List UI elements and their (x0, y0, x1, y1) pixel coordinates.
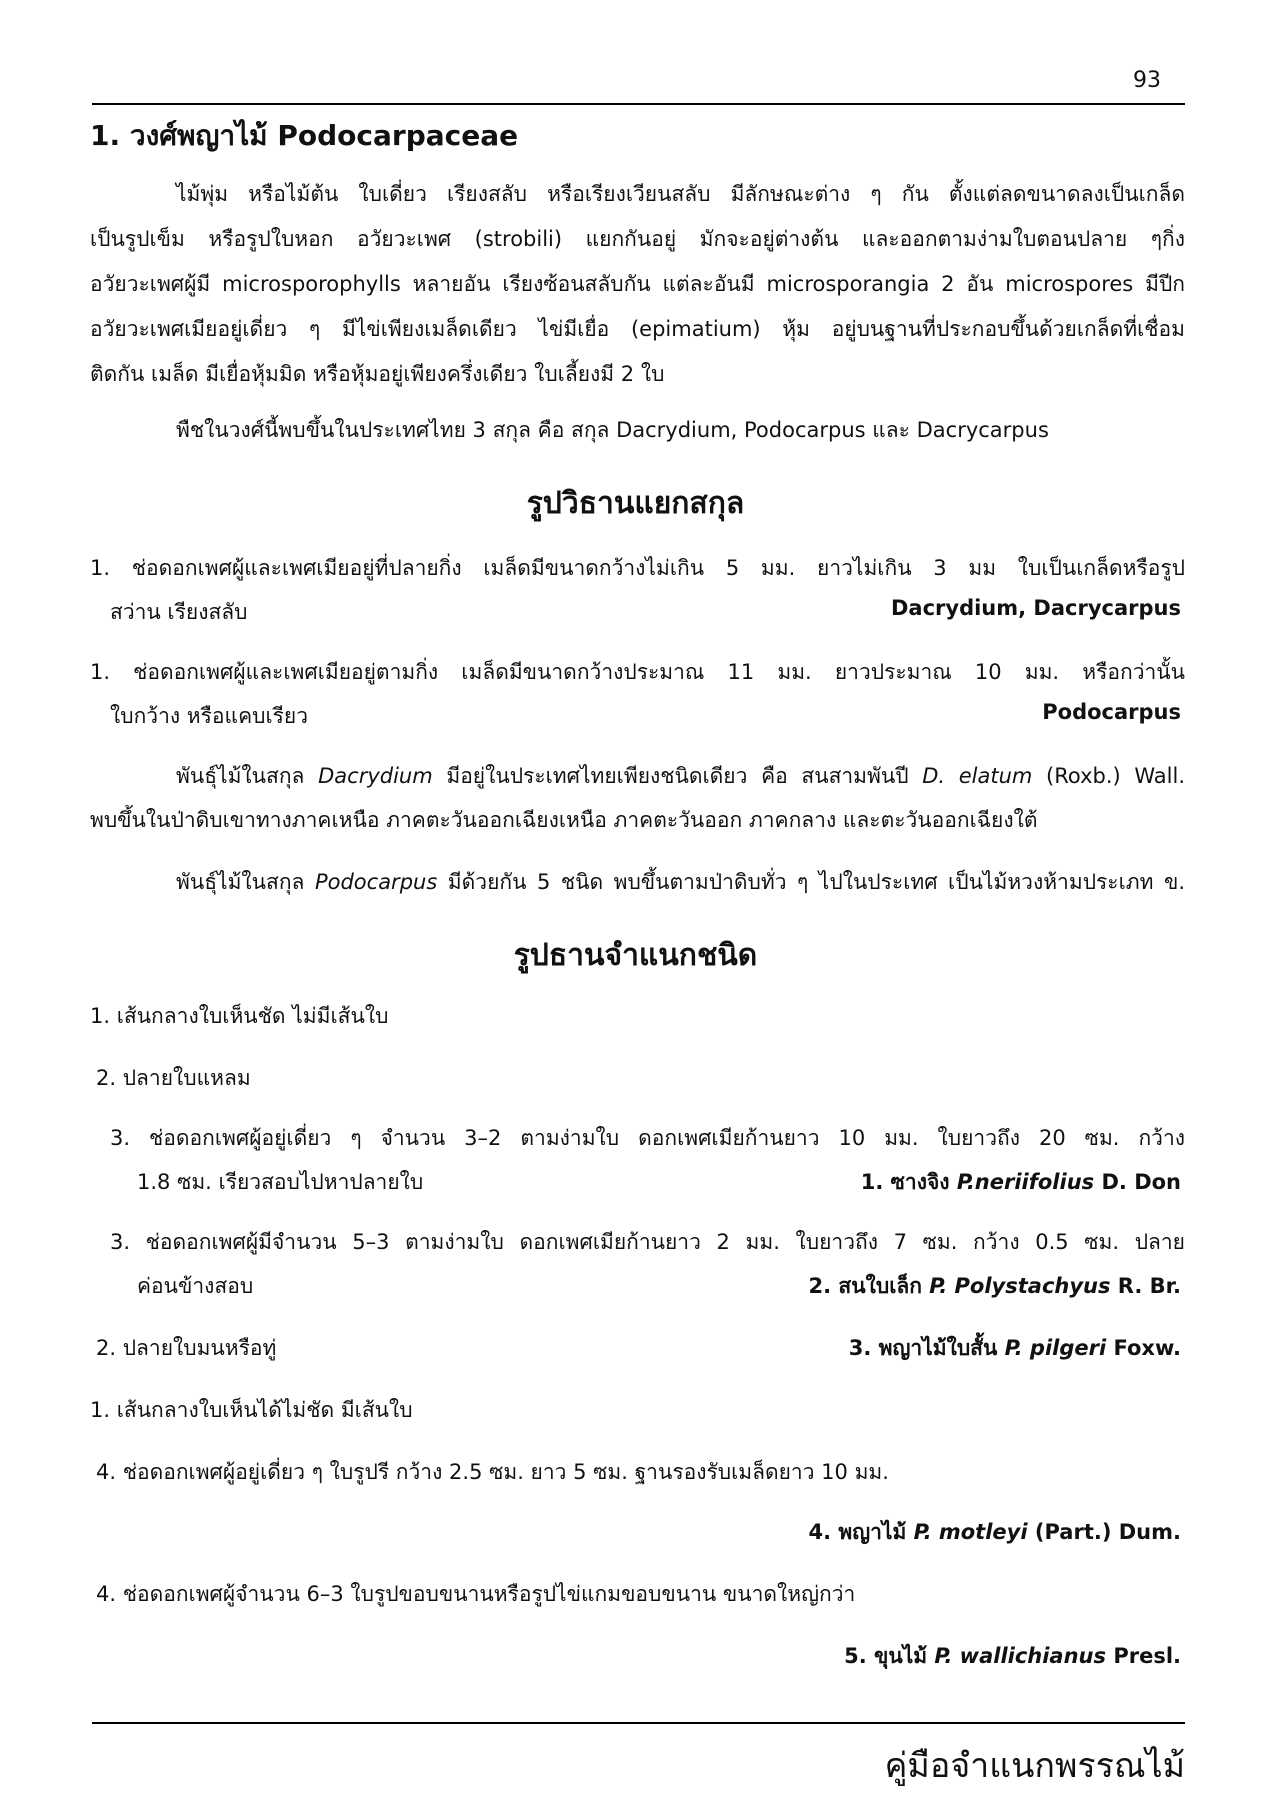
podocarpus-note-text-1: พันธุ์ไม้ในสกุล (176, 870, 315, 894)
podocarpus-note-text-2: มีด้วยกัน 5 ชนิด พบขึ้นตามป่าดิบทั่ว ๆ ไปในประเทศ เป็นไม้หวงห้ามประเภท ข. (437, 870, 1185, 894)
dacrydium-note-text-1: พันธุ์ไม้ในสกุล (176, 764, 319, 788)
species-result-3-binomial: P. pilgeri (1004, 1336, 1107, 1360)
header-rule (92, 103, 1185, 105)
species-result-4-binomial: P. motleyi (913, 1520, 1028, 1544)
species-key-2a: 2. ปลายใบแหลม (96, 1066, 251, 1090)
species-key-2b: 2. ปลายใบมนหรือทู่ (96, 1336, 277, 1360)
dacrydium-note-text-2: มีอยู่ในประเทศไทยเพียงชนิดเดียว คือ สนสามพันปี (432, 764, 923, 788)
species-result-1-author: D. Don (1094, 1170, 1181, 1194)
species-result-4-author: (Part.) Dum. (1027, 1520, 1181, 1544)
species-result-1-binomial: P.neriifolius (956, 1170, 1095, 1194)
species-result-3-author: Foxw. (1106, 1336, 1181, 1360)
species-result-1 (861, 1166, 1181, 1199)
species-result-5-author: Presl. (1106, 1644, 1181, 1668)
podocarpus-genus: Podocarpus (314, 870, 438, 894)
intro-line-1: ไม้พุ่ม หรือไม้ต้น ใบเดี่ยว เรียงสลับ หรือเรียงเวียนสลับ มีลักษณะต่าง ๆ กัน ตั้งแต่ลดขนาดลงเป็นเกล็ด (176, 182, 1185, 206)
footer-rule (92, 1722, 1185, 1724)
species-result-4-name: 4. พญาไม้ (808, 1520, 914, 1544)
species-result-5-name: 5. ขุนไม้ (844, 1644, 935, 1668)
genus-key-result-1: Dacrydium, Dacrycarpus (890, 596, 1181, 620)
dacrydium-note-line-1 (176, 760, 1185, 793)
species-result-3-name: 3. พญาไม้ใบสั้น (848, 1336, 1005, 1360)
genus-key-item-1-line-2: สว่าน เรียงสลับ (110, 600, 248, 624)
species-result-5 (844, 1640, 1181, 1673)
family-heading: 1. วงศ์พญาไม้ Podocarpaceae (90, 119, 519, 152)
genus-key-item-2-line-2: ใบกว้าง หรือแคบเรียว (110, 704, 309, 728)
page-number: 93 (1133, 68, 1161, 93)
intro-line-3: อวัยวะเพศผู้มี microsporophylls หลายอัน เรียงซ้อนสลับกัน แต่ละอันมี microsporangia 2 อัน microspores มีปีก (90, 272, 1185, 296)
intro-line-2: เป็นรูปเข็ม หรือรูปใบหอก อวัยวะเพศ (strobili) แยกกันอยู่ มักจะอยู่ต่างต้น และออกตามง่ามใบตอนปลาย ๆกิ่ง (90, 227, 1185, 251)
species-key-3b-line-2: ค่อนข้างสอบ (137, 1274, 254, 1298)
species-result-2-binomial: P. Polystachyus (929, 1274, 1111, 1298)
species-key-3a-line-1: 3. ช่อดอกเพศผู้อยู่เดี่ยว ๆ จำนวน 3–2 ตามง่ามใบ ดอกเพศเมียก้านยาว 10 มม. ใบยาวถึง 20 ซม. กว้าง (110, 1126, 1185, 1150)
species-key-1a: 1. เส้นกลางใบเห็นชัด ไม่มีเส้นใบ (90, 1004, 389, 1028)
species-result-3 (849, 1332, 1181, 1365)
species-result-1-name: 1. ซางจิง (860, 1170, 957, 1194)
dacrydium-note-text-3: (Roxb.) Wall. (1032, 764, 1185, 788)
podocarpus-note (176, 866, 1185, 899)
species-result-4 (808, 1516, 1181, 1549)
intro-line-4: อวัยวะเพศเมียอยู่เดี่ยว ๆ มีไข่เพียงเมล็ดเดียว ไข่มีเยื่อ (epimatium) หุ้ม อยู่บนฐานที่ประกอบขึ้นด้วยเกล็ดที่เชื่อม (90, 317, 1185, 341)
species-key-3a-line-2: 1.8 ซม. เรียวสอบไปหาปลายใบ (137, 1170, 424, 1194)
footer-title: คู่มือจำแนกพรรณไม้ (884, 1746, 1185, 1786)
species-key-4a: 4. ช่อดอกเพศผู้อยู่เดี่ยว ๆ ใบรูปรี กว้าง 2.5 ซม. ยาว 5 ซม. ฐานรองรับเมล็ดยาว 10 มม. (96, 1460, 889, 1484)
genus-key-result-2: Podocarpus (1042, 700, 1181, 724)
species-result-2-author: R. Br. (1110, 1274, 1181, 1298)
genus-key-title: รูปวิธานแยกสกุล (526, 486, 745, 521)
intro-line-5: ติดกัน เมล็ด มีเยื่อหุ้มมิด หรือหุ้มอยู่เพียงครึ่งเดียว ใบเลี้ยงมี 2 ใบ (90, 362, 665, 386)
species-key-1b: 1. เส้นกลางใบเห็นได้ไม่ชัด มีเส้นใบ (90, 1398, 413, 1422)
genus-key-item-1-line-1: 1. ช่อดอกเพศผู้และเพศเมียอยู่ที่ปลายกิ่ง เมล็ดมีขนาดกว้างไม่เกิน 5 มม. ยาวไม่เกิน 3 มม ใบเป็นเกล็ดหรือรูป (90, 556, 1185, 580)
genera-note: พืชในวงศ์นี้พบขึ้นในประเทศไทย 3 สกุล คือ สกุล Dacrydium, Podocarpus และ Dacrycarpus (176, 418, 1049, 442)
species-result-2-name: 2. สนใบเล็ก (808, 1274, 930, 1298)
dacrydium-note-line-2: พบขึ้นในป่าดิบเขาทางภาคเหนือ ภาคตะวันออกเฉียงเหนือ ภาคตะวันออก ภาคกลาง และตะวันออกเฉียงใต้ (90, 808, 1038, 832)
species-key-4b: 4. ช่อดอกเพศผู้จำนวน 6–3 ใบรูปขอบขนานหรือรูปไข่แกมขอบขนาน ขนาดใหญ่กว่า (96, 1582, 856, 1606)
dacrydium-species: D. elatum (922, 764, 1033, 788)
species-key-3b-line-1: 3. ช่อดอกเพศผู้มีจำนวน 5–3 ตามง่ามใบ ดอกเพศเมียก้านยาว 2 มม. ใบยาวถึง 7 ซม. กว้าง 0.5 ซม. ปลาย (110, 1230, 1185, 1254)
dacrydium-genus: Dacrydium (318, 764, 433, 788)
genus-key-item-2-line-1: 1. ช่อดอกเพศผู้และเพศเมียอยู่ตามกิ่ง เมล็ดมีขนาดกว้างประมาณ 11 มม. ยาวประมาณ 10 มม. หรือกว่านั้น (90, 660, 1185, 684)
species-result-2 (809, 1270, 1181, 1303)
species-result-5-binomial: P. wallichianus (934, 1644, 1107, 1668)
species-key-title: รูปธานจำแนกชนิด (513, 938, 758, 973)
